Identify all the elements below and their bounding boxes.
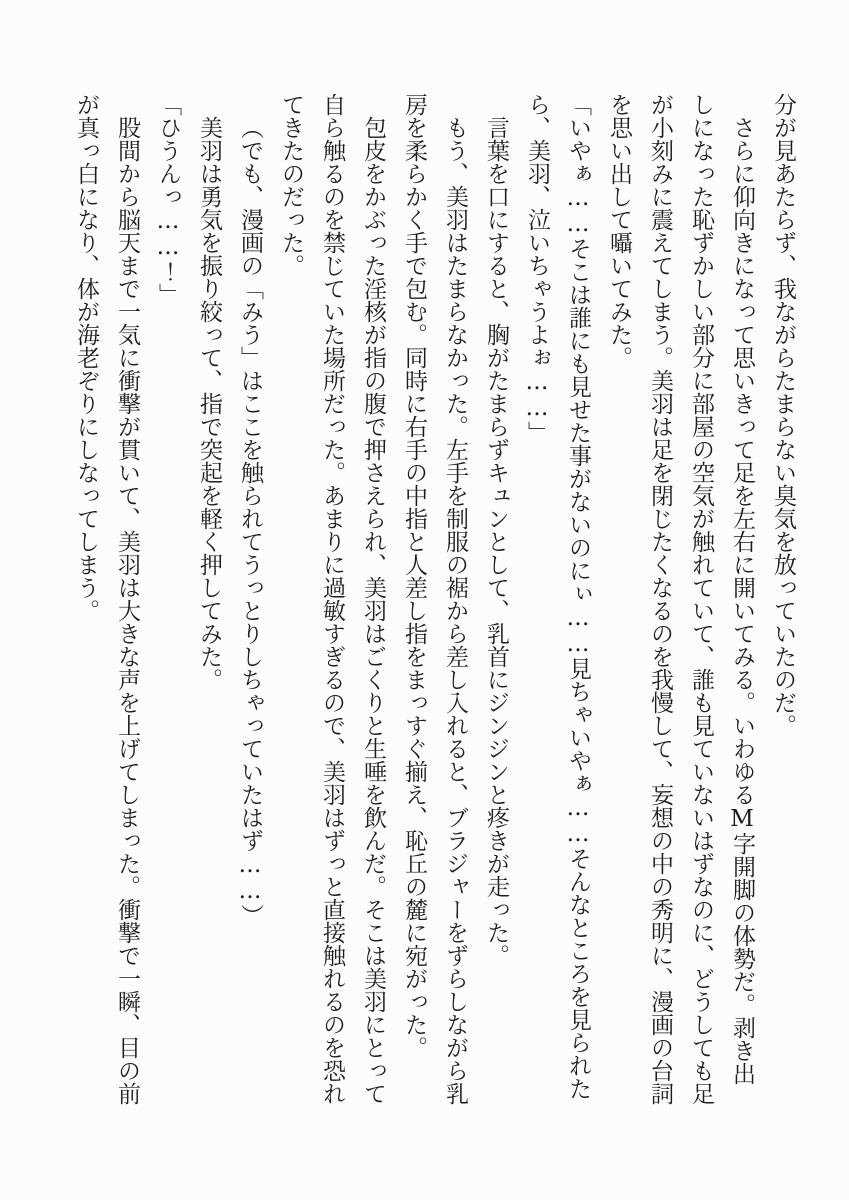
paragraph-parenthetical: （でも、漫画の「みう」はここを触られてうっとりしちゃっていたはず……）: [237, 116, 263, 927]
paragraph-dialogue: 「ひうんっ……！」: [155, 93, 181, 306]
paragraph: 股間から脳天まで一気に衝撃が貫いて、美羽は大きな声を上げてしまった。衝撃で一瞬、目の前が真っ白になり、体が海老ぞりにしなってしまう。: [73, 93, 140, 1105]
paragraph: もう、美羽はたまらなかった。左手を制服の裾から差し入れると、ブラジャーをずらしながら乳房を柔らかく手で包む。同時に右手の中指と人差し指をまっすぐ揃え、恥丘の麓に宛がった。: [401, 93, 468, 1105]
paragraph: 分が見あたらず、我ながらたまらない臭気を放っていたのだ。: [770, 93, 796, 737]
paragraph: 包皮をかぶった淫核が指の腹で押さえられ、美羽はごくりと生唾を飲んだ。そこは美羽にとって自ら触るのを禁じていた場所だった。あまりに過敏すぎるので、美羽はずっと直接触れるのを恐れてきたのだった。: [278, 93, 386, 1105]
paragraph-dialogue: 「いやぁ……そこは誰にも見せた事がないのにぃ……見ちゃいやぁ……そんなところを見られたら、美羽、泣いちゃうよぉ……」: [524, 93, 591, 1100]
novel-page: [65, 93, 803, 1105]
paragraph: 美羽は勇気を振り絞って、指で突起を軽く押してみた。: [196, 116, 222, 691]
paragraph: 言葉を口にすると、胸がたまらずキュンとして、乳首にジンジンと疼きが走った。: [483, 116, 509, 967]
paragraph: さらに仰向きになって思いきって足を左右に開いてみる。いわゆるM字開脚の体勢だ。剥き出しになった恥ずかしい部分に部屋の空気が触れていて、誰も見ていないはずなのに、どうしても足が小刻みに震えてしまう。美羽は足を閉じたくなるのを我慢して、妄想の中の秀明に、漫画の台詞を思い出して囁いてみた。: [606, 93, 755, 1105]
